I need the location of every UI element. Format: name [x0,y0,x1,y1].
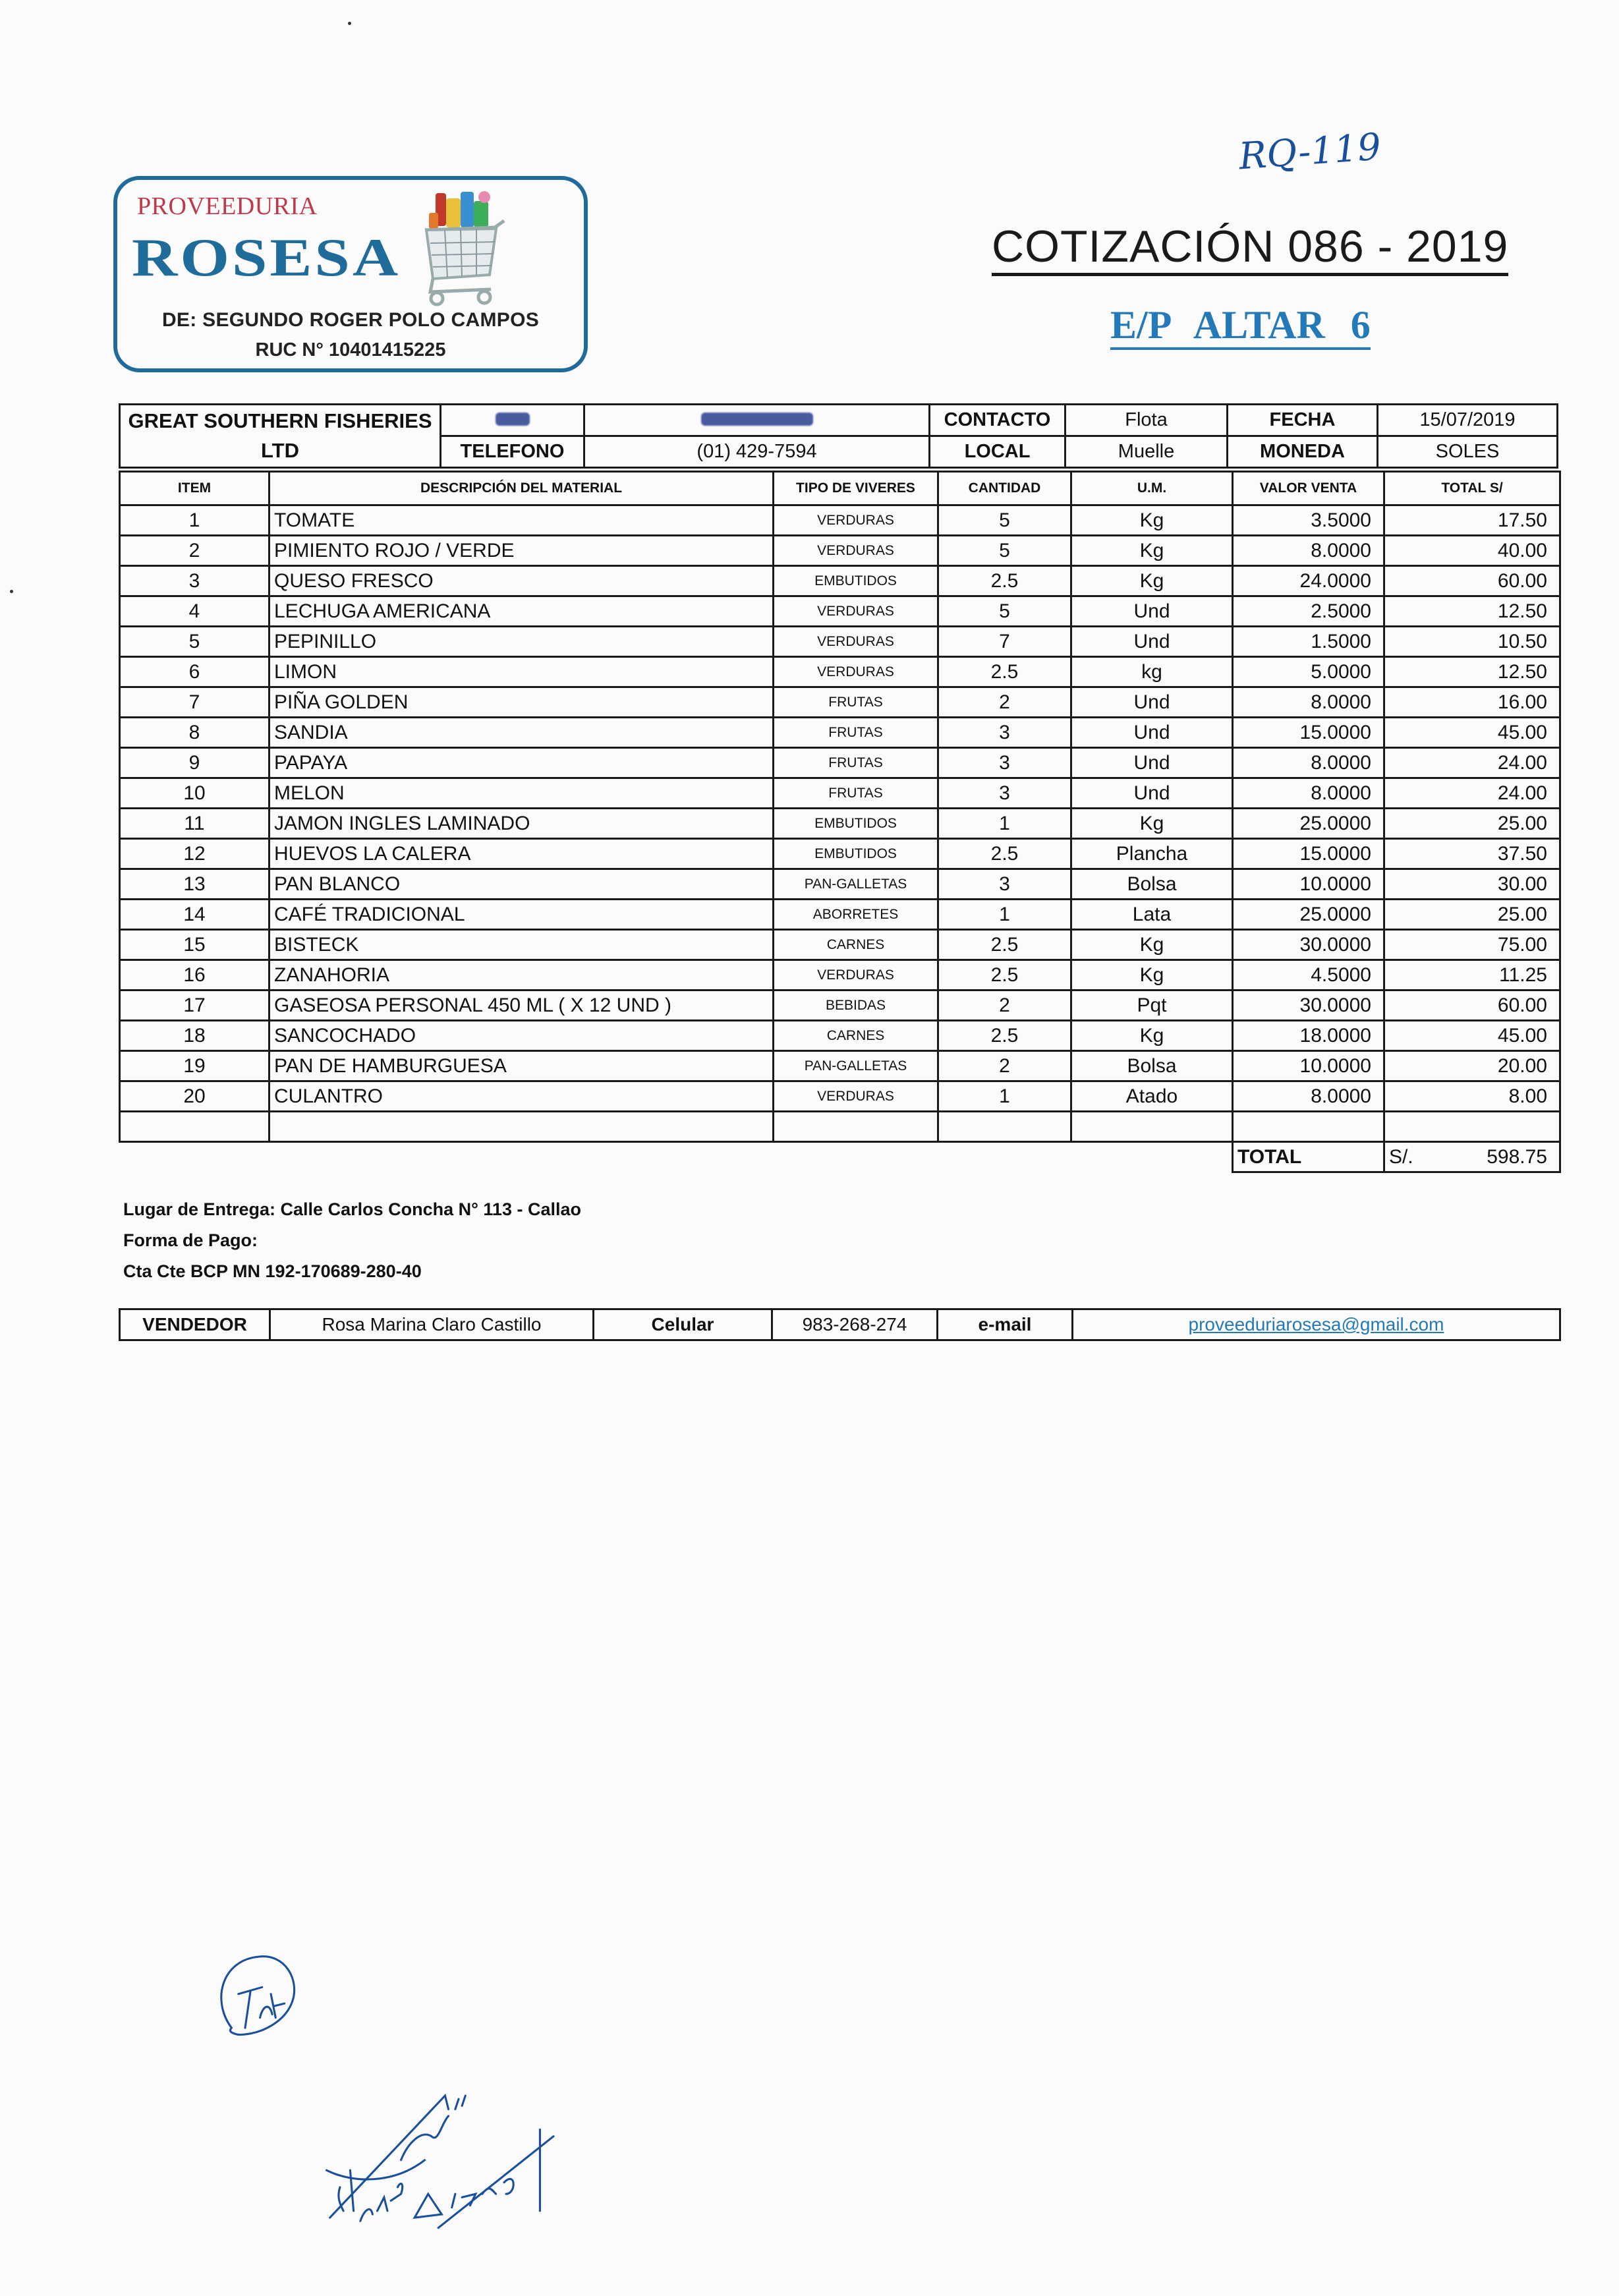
item-number: 5 [120,627,270,657]
item-total: 10.50 [1384,627,1560,657]
item-type: VERDURAS [774,627,938,657]
item-description: CAFÉ TRADICIONAL [270,900,774,930]
item-unit: Pqt [1071,990,1233,1021]
initials-stamp-icon [221,1957,295,2035]
item-total: 25.00 [1384,900,1560,930]
item-total: 8.00 [1384,1081,1560,1112]
vessel-title: E/P ALTAR 6 [1110,305,1371,350]
item-type: PAN-GALLETAS [774,1051,938,1081]
item-description: CULANTRO [270,1081,774,1112]
col-header-unit: U.M. [1071,472,1233,505]
item-description: LECHUGA AMERICANA [270,596,774,627]
col-header-unit-price: VALOR VENTA [1233,472,1384,505]
item-description: SANCOCHADO [270,1021,774,1051]
item-number: 8 [120,718,270,748]
table-row [120,718,1560,748]
item-quantity: 3 [938,718,1071,748]
empty-cell [774,1112,938,1142]
item-description: LIMON [270,657,774,687]
col-header-description: DESCRIPCIÓN DEL MATERIAL [270,472,774,505]
email-label: e-mail [938,1309,1073,1340]
item-unit-price: 25.0000 [1233,809,1384,839]
delivery-payment-info [123,1194,581,1287]
item-unit-price: 18.0000 [1233,1021,1384,1051]
item-description: PAN BLANCO [270,869,774,900]
cell-value: 983-268-274 [772,1309,938,1340]
table-row [120,1051,1560,1081]
phone-label: TELEFONO [441,436,584,468]
item-quantity: 3 [938,869,1071,900]
item-type: BEBIDAS [774,990,938,1021]
item-number: 16 [120,960,270,990]
empty-row [120,1112,1560,1142]
item-total: 17.50 [1384,505,1560,536]
item-quantity: 2.5 [938,1021,1071,1051]
item-description: PEPINILLO [270,627,774,657]
client-id-label-redacted [441,405,584,436]
item-unit: Und [1071,687,1233,718]
item-quantity: 2.5 [938,839,1071,869]
item-quantity: 2.5 [938,657,1071,687]
currency-value: SOLES [1378,436,1558,468]
captain-signature [326,2096,554,2228]
scan-mark [10,590,13,593]
table-row [120,596,1560,627]
item-unit: Kg [1071,566,1233,596]
item-quantity: 2.5 [938,930,1071,960]
item-unit: Lata [1071,900,1233,930]
item-number: 15 [120,930,270,960]
quote-title: COTIZACIÓN 086 - 2019 [992,224,1508,276]
item-unit: Und [1071,748,1233,778]
item-total: 60.00 [1384,566,1560,596]
empty-cell [1071,1112,1233,1142]
item-unit: Kg [1071,1021,1233,1051]
payment-method: Forma de Pago: [123,1230,258,1250]
item-number: 9 [120,748,270,778]
item-description: PIÑA GOLDEN [270,687,774,718]
empty-cell [1384,1112,1560,1142]
item-number: 13 [120,869,270,900]
item-unit-price: 8.0000 [1233,778,1384,809]
item-unit-price: 5.0000 [1233,657,1384,687]
col-header-item: ITEM [120,472,270,505]
date-value: 15/07/2019 [1378,405,1558,436]
item-type: FRUTAS [774,687,938,718]
vendor-email-link[interactable]: proveeduriarosesa@gmail.com [1188,1314,1444,1335]
item-unit: Und [1071,596,1233,627]
table-row [120,1081,1560,1112]
item-type: VERDURAS [774,960,938,990]
item-quantity: 2 [938,687,1071,718]
item-unit: Bolsa [1071,869,1233,900]
supplier-logo-box [113,176,588,372]
item-quantity: 5 [938,505,1071,536]
table-row [120,627,1560,657]
table-row [120,809,1560,839]
item-type: CARNES [774,930,938,960]
item-total: 45.00 [1384,718,1560,748]
item-unit-price: 10.0000 [1233,1051,1384,1081]
item-type: VERDURAS [774,505,938,536]
logo-company-type: PROVEEDURIA [137,192,318,220]
item-unit-price: 3.5000 [1233,505,1384,536]
item-unit-price: 2.5000 [1233,596,1384,627]
item-unit-price: 8.0000 [1233,687,1384,718]
item-description: PAPAYA [270,748,774,778]
item-number: 10 [120,778,270,809]
table-row [120,778,1560,809]
item-unit: Kg [1071,960,1233,990]
handwritten-requisition-ref: RQ-119 [1237,125,1382,179]
table-row [120,505,1560,536]
item-type: VERDURAS [774,1081,938,1112]
item-unit: Und [1071,718,1233,748]
item-description: JAMON INGLES LAMINADO [270,809,774,839]
date-label: FECHA [1228,405,1378,436]
item-unit: Kg [1071,809,1233,839]
table-row [120,869,1560,900]
item-type: EMBUTIDOS [774,566,938,596]
item-quantity: 2 [938,1051,1071,1081]
item-quantity: 2 [938,990,1071,1021]
item-number: 6 [120,657,270,687]
item-unit-price: 8.0000 [1233,1081,1384,1112]
col-header-quantity: CANTIDAD [938,472,1071,505]
item-description: MELON [270,778,774,809]
item-quantity: 5 [938,536,1071,566]
local-value: Muelle [1065,436,1228,468]
vendor-name: Rosa Marina Claro Castillo [270,1309,594,1340]
item-number: 11 [120,809,270,839]
table-row [120,930,1560,960]
client-info-table [119,403,1558,469]
item-number: 3 [120,566,270,596]
item-quantity: 2.5 [938,960,1071,990]
item-unit: Kg [1071,930,1233,960]
bank-account: Cta Cte BCP MN 192-170689-280-40 [123,1261,422,1281]
item-unit-price: 15.0000 [1233,718,1384,748]
items-table [119,471,1561,1173]
item-description: HUEVOS LA CALERA [270,839,774,869]
item-number: 1 [120,505,270,536]
local-label: LOCAL [930,436,1065,468]
item-number: 4 [120,596,270,627]
contact-label: CONTACTO [930,405,1065,436]
table-row [120,960,1560,990]
item-number: 19 [120,1051,270,1081]
item-type: ABORRETES [774,900,938,930]
item-unit-price: 4.5000 [1233,960,1384,990]
items-header-row [120,472,1560,505]
grand-total-value: 598.75 [1487,1145,1547,1168]
table-row [120,990,1560,1021]
item-unit: Atado [1071,1081,1233,1112]
item-quantity: 2.5 [938,566,1071,596]
handwritten-signature [198,1924,672,2267]
item-type: VERDURAS [774,657,938,687]
col-header-total: TOTAL S/ [1384,472,1560,505]
item-total: 25.00 [1384,809,1560,839]
item-total: 12.50 [1384,657,1560,687]
currency-label: MONEDA [1228,436,1378,468]
empty-cell [938,1112,1071,1142]
item-unit-price: 8.0000 [1233,536,1384,566]
item-total: 24.00 [1384,778,1560,809]
vendor-label: VENDEDOR [120,1309,270,1340]
item-unit: Plancha [1071,839,1233,869]
item-quantity: 1 [938,809,1071,839]
item-unit: Und [1071,627,1233,657]
item-type: PAN-GALLETAS [774,869,938,900]
item-unit-price: 30.0000 [1233,990,1384,1021]
item-total: 12.50 [1384,596,1560,627]
item-unit-price: 25.0000 [1233,900,1384,930]
empty-cell [1233,1112,1384,1142]
item-unit-price: 8.0000 [1233,748,1384,778]
item-unit: kg [1071,657,1233,687]
phone-value: (01) 429-7594 [584,436,930,468]
logo-brand-name: ROSESA [132,227,401,287]
item-number: 17 [120,990,270,1021]
item-type: EMBUTIDOS [774,809,938,839]
logo-owner-line: DE: SEGUNDO ROGER POLO CAMPOS [161,309,540,331]
contact-value: Flota [1065,405,1228,436]
item-unit-price: 30.0000 [1233,930,1384,960]
item-unit: Kg [1071,536,1233,566]
grand-total-cell [1384,1142,1560,1172]
item-quantity: 5 [938,596,1071,627]
item-description: PIMIENTO ROJO / VERDE [270,536,774,566]
table-row [120,687,1560,718]
item-quantity: 3 [938,748,1071,778]
item-unit-price: 15.0000 [1233,839,1384,869]
grand-total-row [120,1142,1560,1172]
item-total: 40.00 [1384,536,1560,566]
item-description: TOMATE [270,505,774,536]
currency-symbol: S/. [1389,1145,1413,1168]
table-row [120,566,1560,596]
item-description: BISTECK [270,930,774,960]
item-type: CARNES [774,1021,938,1051]
item-number: 18 [120,1021,270,1051]
item-quantity: 3 [938,778,1071,809]
item-total: 24.00 [1384,748,1560,778]
empty-cell [270,1112,774,1142]
table-row [120,839,1560,869]
item-type: VERDURAS [774,596,938,627]
delivery-location: Lugar de Entrega: Calle Carlos Concha N° 113 - Callao [123,1199,581,1219]
item-number: 7 [120,687,270,718]
item-unit: Bolsa [1071,1051,1233,1081]
table-row [120,657,1560,687]
item-description: PAN DE HAMBURGUESA [270,1051,774,1081]
item-total: 11.25 [1384,960,1560,990]
item-type: FRUTAS [774,778,938,809]
item-total: 30.00 [1384,869,1560,900]
item-unit-price: 10.0000 [1233,869,1384,900]
item-quantity: 1 [938,1081,1071,1112]
item-unit-price: 24.0000 [1233,566,1384,596]
scan-mark [348,22,351,25]
empty-cell [120,1112,270,1142]
item-total: 20.00 [1384,1051,1560,1081]
item-number: 12 [120,839,270,869]
item-type: FRUTAS [774,718,938,748]
item-total: 45.00 [1384,1021,1560,1051]
item-description: SANDIA [270,718,774,748]
logo-ruc-line: RUC N° 10401415225 [255,339,446,360]
table-row [120,1021,1560,1051]
item-unit: Und [1071,778,1233,809]
item-unit: Kg [1071,505,1233,536]
table-row [120,900,1560,930]
item-type: VERDURAS [774,536,938,566]
item-description: ZANAHORIA [270,960,774,990]
grand-total-label: TOTAL [1233,1142,1384,1172]
table-row [120,536,1560,566]
cell-label: Celular [594,1309,772,1340]
client-id-value-redacted [584,405,930,436]
item-number: 2 [120,536,270,566]
total-row-spacer [120,1142,1233,1172]
item-type: FRUTAS [774,748,938,778]
item-number: 20 [120,1081,270,1112]
client-name: GREAT SOUTHERN FISHERIES LTD [120,405,441,468]
table-row [120,748,1560,778]
item-total: 16.00 [1384,687,1560,718]
item-description: QUESO FRESCO [270,566,774,596]
item-unit-price: 1.5000 [1233,627,1384,657]
item-quantity: 1 [938,900,1071,930]
item-number: 14 [120,900,270,930]
item-type: EMBUTIDOS [774,839,938,869]
item-total: 37.50 [1384,839,1560,869]
shopping-cart-icon [417,187,509,312]
item-total: 75.00 [1384,930,1560,960]
item-quantity: 7 [938,627,1071,657]
vendor-table [119,1308,1561,1341]
item-description: GASEOSA PERSONAL 450 ML ( X 12 UND ) [270,990,774,1021]
col-header-type: TIPO DE VIVERES [774,472,938,505]
item-total: 60.00 [1384,990,1560,1021]
